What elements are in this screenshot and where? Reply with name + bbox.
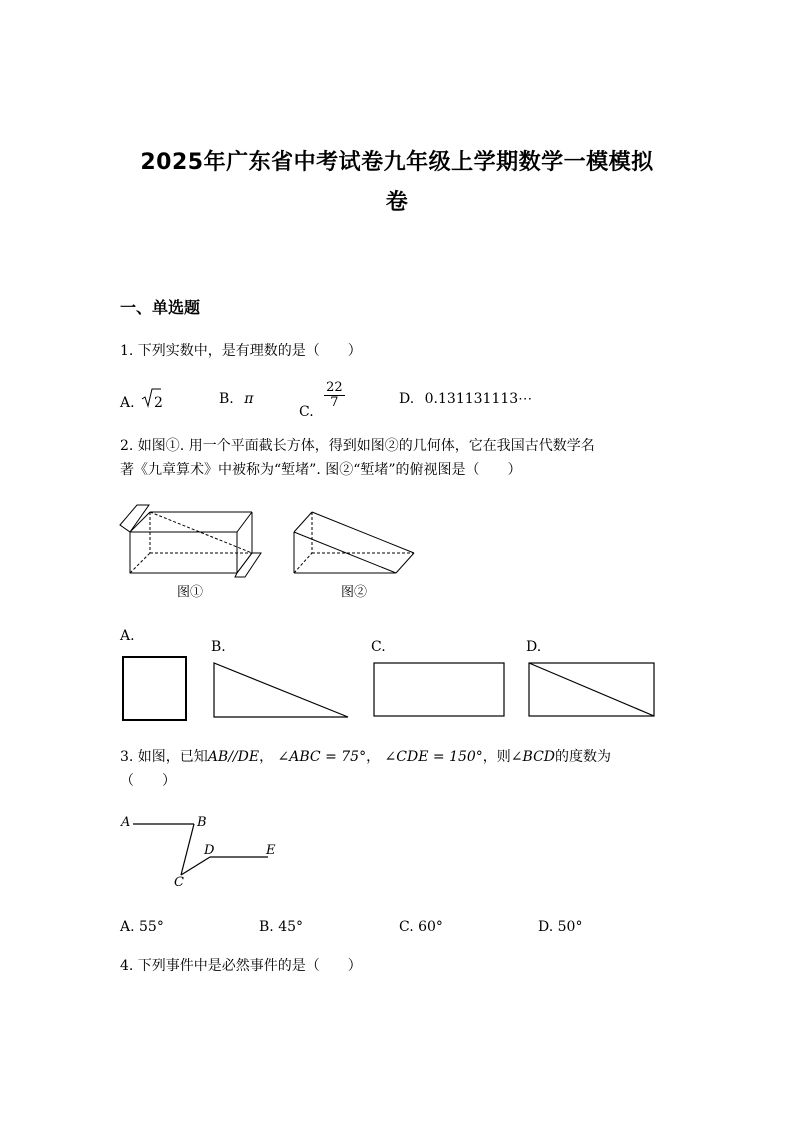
q3-stem-prefix: 3. 如图，已知 <box>120 749 208 765</box>
q2-option-a-square[interactable] <box>122 656 188 722</box>
q2-option-d-label[interactable]: D. <box>526 639 542 655</box>
q2-option-c-rectangle[interactable] <box>373 662 507 718</box>
sqrt-sign-icon <box>141 387 161 409</box>
q3-option-d[interactable]: D. 50° <box>538 919 583 935</box>
q3-option-b[interactable]: B. 45° <box>259 919 304 935</box>
q3-condition-parallel: AB//DE <box>207 749 260 765</box>
q3-target-angle: ∠BCD <box>510 749 556 765</box>
q2-option-b-label[interactable]: B. <box>211 639 226 655</box>
q3-condition-angle-abc: ∠ABC = 75° <box>277 749 367 765</box>
q1-option-d-label: D. <box>399 391 415 407</box>
q1-option-a[interactable] <box>120 395 163 411</box>
point-label-c: C <box>174 875 184 890</box>
section-heading: 一、单选题 <box>120 298 201 317</box>
question-1-stem: 1. 下列实数中，是有理数的是（ ） <box>120 343 362 359</box>
q3-option-c[interactable]: C. 60° <box>399 919 443 935</box>
q3-option-a[interactable]: A. 55° <box>120 919 164 935</box>
question-4-stem: 4. 下列事件中是必然事件的是（ ） <box>120 958 362 974</box>
q3-stem-mid: ，则 <box>482 749 511 765</box>
q1-option-c-label: C. <box>299 404 314 420</box>
q3-condition-angle-cde: ∠CDE = 150° <box>384 749 483 765</box>
q1-option-c-fraction <box>324 381 345 410</box>
q3-separator-2: ， <box>366 749 381 765</box>
q1-option-c[interactable] <box>299 381 345 420</box>
q1-option-a-label: A. <box>120 395 135 411</box>
exam-title-line1: 2025年广东省中考试卷九年级上学期数学一模模拟 <box>140 150 654 175</box>
point-label-b: B <box>197 815 207 830</box>
question-2-stem-line1: 2. 如图①. 用一个平面截长方体，得到如图②的几何体，它在我国古代数学名 <box>120 438 595 454</box>
q1-option-d-value: 0.131131113⋯ <box>424 391 533 407</box>
q3-separator-1: ， <box>259 749 274 765</box>
question-3-stem-line1 <box>120 745 611 769</box>
question-2-stem-line2: 著《九章算术》中被称为“堑堵”. 图②“堑堵”的俯视图是（ ） <box>120 462 522 478</box>
figure-2-prism <box>292 505 422 575</box>
q1-option-a-sqrt <box>143 395 163 411</box>
point-label-e: E <box>266 843 276 858</box>
q1-option-a-radicand: 2 <box>154 395 163 411</box>
q2-option-a-label[interactable]: A. <box>120 628 135 644</box>
q1-option-b[interactable] <box>219 391 253 407</box>
point-label-a: A <box>121 815 131 830</box>
q1-option-c-denominator: 7 <box>330 395 339 410</box>
q1-option-c-numerator: 22 <box>326 380 343 395</box>
q3-stem-suffix: 的度数为 <box>555 749 612 765</box>
figure-1-cuboid <box>117 505 267 585</box>
q2-option-d-rectangle-diagonal[interactable] <box>528 662 658 718</box>
question-3-stem-line2: （ ） <box>120 773 176 789</box>
q1-option-d[interactable] <box>399 391 532 407</box>
q2-option-b-triangle[interactable] <box>212 661 352 719</box>
q1-option-b-label: B. <box>219 391 234 407</box>
figure-2-caption: 图② <box>341 585 368 600</box>
exam-title-line2: 卷 <box>385 190 409 215</box>
figure-1-caption: 图① <box>177 585 204 600</box>
q2-option-c-label[interactable]: C. <box>371 639 386 655</box>
q1-option-b-value: π <box>244 391 254 407</box>
point-label-d: D <box>204 843 215 858</box>
